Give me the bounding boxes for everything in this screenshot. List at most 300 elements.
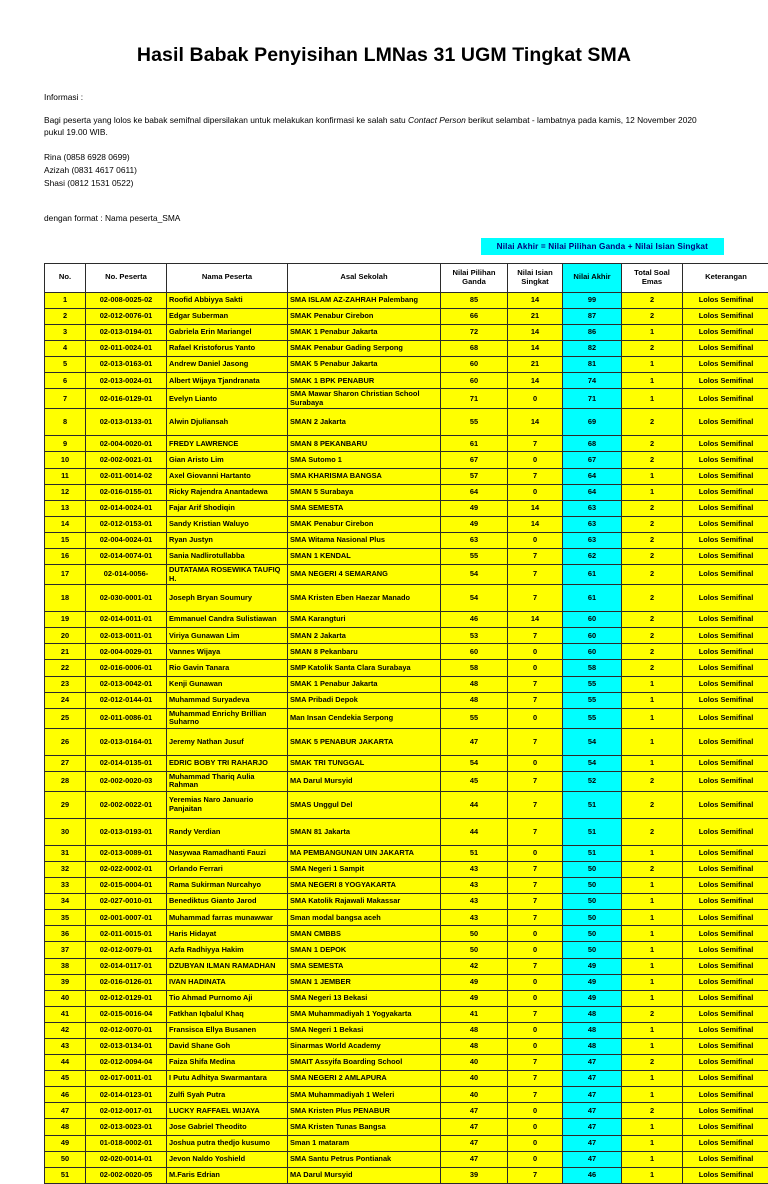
cell-nama-peserta: Muhammad Suryadeva (167, 692, 288, 708)
cell-no: 21 (45, 644, 86, 660)
cell-nilai-pilihan-ganda: 57 (441, 468, 508, 484)
cell-keterangan: Lolos Semifinal (683, 708, 768, 728)
cell-nilai-pilihan-ganda: 49 (441, 500, 508, 516)
cell-keterangan: Lolos Semifinal (683, 532, 768, 548)
cell-nilai-akhir: 48 (563, 1022, 622, 1038)
table-row (45, 878, 768, 894)
table-row (45, 676, 768, 692)
cell-no-peserta: 02-014-0117-01 (86, 958, 167, 974)
cell-keterangan: Lolos Semifinal (683, 357, 768, 373)
table-row (45, 292, 768, 308)
cell-total-soal-emas: 1 (622, 974, 683, 990)
cell-nilai-pilihan-ganda: 55 (441, 409, 508, 436)
cell-nilai-pilihan-ganda: 43 (441, 878, 508, 894)
cell-nama-peserta: Axel Giovanni Hartanto (167, 468, 288, 484)
cell-asal-sekolah: SMA KHARISMA BANGSA (288, 468, 441, 484)
cell-asal-sekolah: SMA Kristen Eben Haezar Manado (288, 585, 441, 612)
cell-no: 28 (45, 771, 86, 791)
cell-no: 13 (45, 500, 86, 516)
cell-no-peserta: 02-013-0024-01 (86, 373, 167, 389)
cell-total-soal-emas: 1 (622, 1167, 683, 1183)
informasi-paragraph (44, 114, 704, 138)
cell-nama-peserta: Roofid Abbiyya Sakti (167, 292, 288, 308)
cell-asal-sekolah: SMA SEMESTA (288, 500, 441, 516)
cell-keterangan: Lolos Semifinal (683, 1103, 768, 1119)
cell-no-peserta: 02-016-0126-01 (86, 974, 167, 990)
cell-nilai-isian-singkat: 14 (508, 324, 563, 340)
cell-asal-sekolah: SMAK 1 Penabur Jakarta (288, 676, 441, 692)
cell-nama-peserta: Fajar Arif Shodiqin (167, 500, 288, 516)
cell-nilai-isian-singkat: 0 (508, 644, 563, 660)
cell-keterangan: Lolos Semifinal (683, 771, 768, 791)
cell-nilai-akhir: 68 (563, 436, 622, 452)
cell-nama-peserta: Albert Wijaya Tjandranata (167, 373, 288, 389)
cell-nilai-pilihan-ganda: 44 (441, 791, 508, 818)
cell-no: 34 (45, 894, 86, 910)
cell-no-peserta: 02-012-0153-01 (86, 516, 167, 532)
cell-nilai-pilihan-ganda: 40 (441, 1087, 508, 1103)
cell-nama-peserta: Sandy Kristian Waluyo (167, 516, 288, 532)
table-row (45, 1087, 768, 1103)
cell-keterangan: Lolos Semifinal (683, 500, 768, 516)
cell-no: 11 (45, 468, 86, 484)
cell-asal-sekolah: SMAN 81 Jakarta (288, 818, 441, 845)
table-row (45, 644, 768, 660)
cell-keterangan: Lolos Semifinal (683, 1055, 768, 1071)
cell-asal-sekolah: Sman 1 mataram (288, 1135, 441, 1151)
cell-asal-sekolah: SMAN 1 KENDAL (288, 549, 441, 565)
cell-nilai-akhir: 74 (563, 373, 622, 389)
table-row (45, 708, 768, 728)
cell-nilai-akhir: 47 (563, 1087, 622, 1103)
table-row (45, 1135, 768, 1151)
cell-asal-sekolah: SMAK TRI TUNGGAL (288, 755, 441, 771)
cell-keterangan: Lolos Semifinal (683, 974, 768, 990)
cell-no-peserta: 02-014-0056- (86, 565, 167, 585)
cell-nilai-isian-singkat: 0 (508, 1135, 563, 1151)
cell-nilai-akhir: 64 (563, 484, 622, 500)
table-row (45, 791, 768, 818)
cell-nama-peserta: Rama Sukirman Nurcahyo (167, 878, 288, 894)
cell-nilai-pilihan-ganda: 60 (441, 373, 508, 389)
cell-nilai-pilihan-ganda: 48 (441, 676, 508, 692)
cell-total-soal-emas: 2 (622, 341, 683, 357)
cell-no-peserta: 02-013-0163-01 (86, 357, 167, 373)
cell-nilai-akhir: 60 (563, 644, 622, 660)
cell-asal-sekolah: SMAK Penabur Gading Serpong (288, 341, 441, 357)
table-row (45, 1119, 768, 1135)
cell-nama-peserta: Rio Gavin Tanara (167, 660, 288, 676)
cell-asal-sekolah: SMA Negeri 1 Bekasi (288, 1022, 441, 1038)
cell-nilai-akhir: 60 (563, 612, 622, 628)
cell-no: 9 (45, 436, 86, 452)
cell-no-peserta: 02-027-0010-01 (86, 894, 167, 910)
cell-no-peserta: 02-015-0004-01 (86, 878, 167, 894)
cell-nama-peserta: FREDY LAWRENCE (167, 436, 288, 452)
cell-total-soal-emas: 2 (622, 791, 683, 818)
cell-nama-peserta: Gabriela Erin Mariangel (167, 324, 288, 340)
cell-nilai-isian-singkat: 7 (508, 878, 563, 894)
cell-nilai-akhir: 47 (563, 1119, 622, 1135)
cell-total-soal-emas: 1 (622, 373, 683, 389)
cell-nilai-akhir: 61 (563, 585, 622, 612)
cell-nama-peserta: Rafael Kristoforus Yanto (167, 341, 288, 357)
cell-no: 22 (45, 660, 86, 676)
cell-total-soal-emas: 2 (622, 500, 683, 516)
cell-nilai-akhir: 81 (563, 357, 622, 373)
cell-nilai-pilihan-ganda: 42 (441, 958, 508, 974)
cell-total-soal-emas: 1 (622, 1087, 683, 1103)
cell-nilai-isian-singkat: 7 (508, 1071, 563, 1087)
cell-total-soal-emas: 1 (622, 389, 683, 409)
cell-nilai-isian-singkat: 21 (508, 357, 563, 373)
table-row (45, 452, 768, 468)
cell-nilai-isian-singkat: 0 (508, 845, 563, 861)
cell-keterangan: Lolos Semifinal (683, 1167, 768, 1183)
cell-nama-peserta: Jevon Naldo Yoshield (167, 1151, 288, 1167)
cell-no-peserta: 02-002-0020-03 (86, 771, 167, 791)
cell-asal-sekolah: SMAK 5 PENABUR JAKARTA (288, 728, 441, 755)
cell-asal-sekolah: SMA Negeri 1 Sampit (288, 861, 441, 877)
cell-nama-peserta: Jose Gabriel Theodito (167, 1119, 288, 1135)
header-asal-sekolah: Asal Sekolah (288, 263, 441, 292)
cell-no: 31 (45, 845, 86, 861)
cell-keterangan: Lolos Semifinal (683, 324, 768, 340)
cell-no: 23 (45, 676, 86, 692)
cell-keterangan: Lolos Semifinal (683, 373, 768, 389)
results-table-body (45, 292, 768, 1183)
cell-total-soal-emas: 2 (622, 549, 683, 565)
table-row (45, 692, 768, 708)
cell-asal-sekolah: SMAK 1 BPK PENABUR (288, 373, 441, 389)
cell-no-peserta: 02-030-0001-01 (86, 585, 167, 612)
cell-nilai-isian-singkat: 14 (508, 373, 563, 389)
cell-no: 16 (45, 549, 86, 565)
cell-total-soal-emas: 2 (622, 644, 683, 660)
cell-asal-sekolah: SMAN 2 Jakarta (288, 628, 441, 644)
cell-asal-sekolah: SMA Negeri 13 Bekasi (288, 990, 441, 1006)
cell-no: 33 (45, 878, 86, 894)
cell-nama-peserta: I Putu Adhitya Swarmantara (167, 1071, 288, 1087)
cell-nilai-akhir: 55 (563, 676, 622, 692)
cell-nilai-isian-singkat: 7 (508, 436, 563, 452)
contact-item: Azizah (0831 4617 0611) (44, 164, 724, 177)
cell-asal-sekolah: SMA NEGERI 4 SEMARANG (288, 565, 441, 585)
cell-asal-sekolah: SMAS Unggul Del (288, 791, 441, 818)
cell-nilai-isian-singkat: 0 (508, 942, 563, 958)
cell-no: 51 (45, 1167, 86, 1183)
cell-keterangan: Lolos Semifinal (683, 585, 768, 612)
table-row (45, 308, 768, 324)
cell-nama-peserta: Joseph Bryan Soumury (167, 585, 288, 612)
table-row (45, 357, 768, 373)
cell-no-peserta: 02-013-0164-01 (86, 728, 167, 755)
cell-total-soal-emas: 1 (622, 990, 683, 1006)
cell-asal-sekolah: SMAN 8 PEKANBARU (288, 436, 441, 452)
cell-nama-peserta: Joshua putra thedjo kusumo (167, 1135, 288, 1151)
cell-asal-sekolah: SMA Witama Nasional Plus (288, 532, 441, 548)
cell-asal-sekolah: MA Darul Mursyid (288, 771, 441, 791)
header-no-peserta: No. Peserta (86, 263, 167, 292)
cell-no-peserta: 02-002-0022-01 (86, 791, 167, 818)
cell-asal-sekolah: SMP Katolik Santa Clara Surabaya (288, 660, 441, 676)
cell-nama-peserta: Alwin Djuliansah (167, 409, 288, 436)
cell-nama-peserta: Orlando Ferrari (167, 861, 288, 877)
cell-nilai-akhir: 82 (563, 341, 622, 357)
cell-total-soal-emas: 2 (622, 532, 683, 548)
cell-nilai-akhir: 47 (563, 1071, 622, 1087)
cell-no-peserta: 02-012-0079-01 (86, 942, 167, 958)
cell-nilai-isian-singkat: 14 (508, 612, 563, 628)
cell-total-soal-emas: 1 (622, 1039, 683, 1055)
table-row (45, 436, 768, 452)
cell-nilai-pilihan-ganda: 48 (441, 1022, 508, 1038)
cell-keterangan: Lolos Semifinal (683, 990, 768, 1006)
cell-asal-sekolah: SMA Kristen Plus PENABUR (288, 1103, 441, 1119)
cell-no: 37 (45, 942, 86, 958)
cell-no: 35 (45, 910, 86, 926)
table-row (45, 926, 768, 942)
cell-nilai-isian-singkat: 7 (508, 628, 563, 644)
cell-no-peserta: 02-017-0011-01 (86, 1071, 167, 1087)
cell-asal-sekolah: SMA Kristen Tunas Bangsa (288, 1119, 441, 1135)
cell-nilai-akhir: 49 (563, 974, 622, 990)
cell-total-soal-emas: 1 (622, 755, 683, 771)
cell-nilai-akhir: 48 (563, 1039, 622, 1055)
cell-keterangan: Lolos Semifinal (683, 958, 768, 974)
cell-nilai-isian-singkat: 14 (508, 516, 563, 532)
cell-no-peserta: 02-013-0133-01 (86, 409, 167, 436)
cell-no: 19 (45, 612, 86, 628)
cell-keterangan: Lolos Semifinal (683, 612, 768, 628)
cell-asal-sekolah: SMA NEGERI 8 YOGYAKARTA (288, 878, 441, 894)
cell-no: 50 (45, 1151, 86, 1167)
cell-nilai-isian-singkat: 0 (508, 484, 563, 500)
page-title: Hasil Babak Penyisihan LMNas 31 UGM Tingkat SMA (44, 0, 724, 67)
cell-nilai-pilihan-ganda: 72 (441, 324, 508, 340)
table-row (45, 990, 768, 1006)
cell-nilai-pilihan-ganda: 43 (441, 861, 508, 877)
cell-no: 12 (45, 484, 86, 500)
cell-asal-sekolah: MA PEMBANGUNAN UIN JAKARTA (288, 845, 441, 861)
cell-nama-peserta: Vannes Wijaya (167, 644, 288, 660)
cell-nilai-akhir: 71 (563, 389, 622, 409)
cell-nilai-isian-singkat: 7 (508, 468, 563, 484)
cell-nilai-akhir: 47 (563, 1151, 622, 1167)
cell-no: 10 (45, 452, 86, 468)
cell-no: 32 (45, 861, 86, 877)
table-row (45, 585, 768, 612)
cell-nilai-pilihan-ganda: 61 (441, 436, 508, 452)
cell-total-soal-emas: 2 (622, 452, 683, 468)
cell-nilai-akhir: 49 (563, 990, 622, 1006)
cell-nilai-pilihan-ganda: 66 (441, 308, 508, 324)
cell-nilai-isian-singkat: 7 (508, 861, 563, 877)
cell-nilai-akhir: 50 (563, 926, 622, 942)
cell-asal-sekolah: SMA NEGERI 2 AMLAPURA (288, 1071, 441, 1087)
cell-total-soal-emas: 2 (622, 660, 683, 676)
cell-nama-peserta: Ryan Justyn (167, 532, 288, 548)
cell-nilai-pilihan-ganda: 85 (441, 292, 508, 308)
cell-nilai-akhir: 63 (563, 532, 622, 548)
cell-keterangan: Lolos Semifinal (683, 791, 768, 818)
contact-item: Rina (0858 6928 0699) (44, 151, 724, 164)
cell-nilai-pilihan-ganda: 63 (441, 532, 508, 548)
cell-asal-sekolah: SMAK Penabur Cirebon (288, 516, 441, 532)
cell-total-soal-emas: 2 (622, 565, 683, 585)
table-row (45, 1055, 768, 1071)
cell-no-peserta: 02-008-0025-02 (86, 292, 167, 308)
table-row (45, 1103, 768, 1119)
cell-no-peserta: 02-013-0134-01 (86, 1039, 167, 1055)
cell-asal-sekolah: SMAN CMBBS (288, 926, 441, 942)
cell-nilai-pilihan-ganda: 44 (441, 818, 508, 845)
cell-nilai-pilihan-ganda: 47 (441, 1103, 508, 1119)
cell-total-soal-emas: 1 (622, 1071, 683, 1087)
cell-asal-sekolah: Man Insan Cendekia Serpong (288, 708, 441, 728)
cell-nilai-akhir: 63 (563, 500, 622, 516)
cell-nama-peserta: Randy Verdian (167, 818, 288, 845)
cell-nilai-pilihan-ganda: 67 (441, 452, 508, 468)
table-row (45, 1022, 768, 1038)
cell-no: 42 (45, 1022, 86, 1038)
cell-no: 44 (45, 1055, 86, 1071)
cell-nilai-pilihan-ganda: 41 (441, 1006, 508, 1022)
cell-asal-sekolah: SMA Santu Petrus Pontianak (288, 1151, 441, 1167)
table-row (45, 660, 768, 676)
cell-nilai-akhir: 64 (563, 468, 622, 484)
cell-nilai-pilihan-ganda: 43 (441, 910, 508, 926)
cell-nilai-akhir: 47 (563, 1055, 622, 1071)
cell-nilai-isian-singkat: 0 (508, 660, 563, 676)
cell-no-peserta: 02-012-0070-01 (86, 1022, 167, 1038)
cell-asal-sekolah: Sman modal bangsa aceh (288, 910, 441, 926)
cell-total-soal-emas: 2 (622, 818, 683, 845)
cell-nilai-pilihan-ganda: 60 (441, 644, 508, 660)
cell-nama-peserta: Sania Nadlirotullabba (167, 549, 288, 565)
cell-no-peserta: 02-011-0015-01 (86, 926, 167, 942)
table-row (45, 728, 768, 755)
table-row (45, 484, 768, 500)
cell-nilai-pilihan-ganda: 47 (441, 1135, 508, 1151)
cell-no: 15 (45, 532, 86, 548)
cell-nama-peserta: DZUBYAN ILMAN RAMADHAN (167, 958, 288, 974)
nilai-akhir-formula-banner: Nilai Akhir = Nilai Pilihan Ganda + Nilai Isian Singkat (481, 238, 724, 255)
cell-nilai-pilihan-ganda: 54 (441, 585, 508, 612)
cell-nilai-isian-singkat: 7 (508, 1087, 563, 1103)
cell-nama-peserta: Edgar Suberman (167, 308, 288, 324)
cell-nilai-isian-singkat: 14 (508, 500, 563, 516)
cell-nilai-akhir: 62 (563, 549, 622, 565)
table-row (45, 771, 768, 791)
cell-asal-sekolah: SMAN 8 Pekanbaru (288, 644, 441, 660)
cell-nilai-pilihan-ganda: 53 (441, 628, 508, 644)
table-row (45, 958, 768, 974)
cell-no: 40 (45, 990, 86, 1006)
header-keterangan: Keterangan (683, 263, 768, 292)
cell-keterangan: Lolos Semifinal (683, 1135, 768, 1151)
cell-nilai-akhir: 63 (563, 516, 622, 532)
cell-total-soal-emas: 1 (622, 468, 683, 484)
cell-no: 7 (45, 389, 86, 409)
cell-nilai-akhir: 99 (563, 292, 622, 308)
cell-keterangan: Lolos Semifinal (683, 516, 768, 532)
cell-asal-sekolah: SMA Pribadi Depok (288, 692, 441, 708)
cell-total-soal-emas: 2 (622, 628, 683, 644)
cell-keterangan: Lolos Semifinal (683, 676, 768, 692)
cell-keterangan: Lolos Semifinal (683, 894, 768, 910)
informasi-paragraph-part2: berikut selambat - lambatnya pada kamis, 12 November 2020 pukul 19.00 WIB. (44, 115, 697, 137)
cell-keterangan: Lolos Semifinal (683, 565, 768, 585)
cell-no-peserta: 02-013-0023-01 (86, 1119, 167, 1135)
cell-nilai-isian-singkat: 7 (508, 818, 563, 845)
cell-keterangan: Lolos Semifinal (683, 409, 768, 436)
cell-keterangan: Lolos Semifinal (683, 845, 768, 861)
cell-nilai-isian-singkat: 7 (508, 692, 563, 708)
cell-nilai-akhir: 50 (563, 894, 622, 910)
cell-keterangan: Lolos Semifinal (683, 926, 768, 942)
table-row (45, 755, 768, 771)
cell-no: 38 (45, 958, 86, 974)
cell-asal-sekolah: SMAN 2 Jakarta (288, 409, 441, 436)
cell-nilai-akhir: 51 (563, 818, 622, 845)
table-row (45, 389, 768, 409)
cell-total-soal-emas: 2 (622, 409, 683, 436)
cell-nilai-isian-singkat: 0 (508, 1151, 563, 1167)
cell-keterangan: Lolos Semifinal (683, 644, 768, 660)
cell-nilai-pilihan-ganda: 55 (441, 549, 508, 565)
cell-no: 30 (45, 818, 86, 845)
cell-nilai-pilihan-ganda: 40 (441, 1055, 508, 1071)
header-nilai-pilihan-ganda: Nilai Pilihan Ganda (441, 263, 508, 292)
cell-nilai-pilihan-ganda: 48 (441, 692, 508, 708)
cell-total-soal-emas: 1 (622, 910, 683, 926)
cell-no-peserta: 02-016-0155-01 (86, 484, 167, 500)
cell-nilai-isian-singkat: 14 (508, 292, 563, 308)
cell-keterangan: Lolos Semifinal (683, 452, 768, 468)
cell-keterangan: Lolos Semifinal (683, 341, 768, 357)
cell-total-soal-emas: 2 (622, 516, 683, 532)
cell-nama-peserta: Yeremias Naro Januario Panjaitan (167, 791, 288, 818)
cell-asal-sekolah: SMA Mawar Sharon Christian School Surabaya (288, 389, 441, 409)
cell-nama-peserta: M.Faris Edrian (167, 1167, 288, 1183)
cell-nilai-isian-singkat: 0 (508, 1022, 563, 1038)
cell-no-peserta: 02-020-0014-01 (86, 1151, 167, 1167)
cell-nama-peserta: Muhammad farras munawwar (167, 910, 288, 926)
cell-nama-peserta: Gian Aristo Lim (167, 452, 288, 468)
cell-nilai-isian-singkat: 7 (508, 585, 563, 612)
cell-nama-peserta: Zulfi Syah Putra (167, 1087, 288, 1103)
cell-nilai-isian-singkat: 0 (508, 926, 563, 942)
cell-asal-sekolah: SMAK 5 Penabur Jakarta (288, 357, 441, 373)
cell-no-peserta: 02-016-0006-01 (86, 660, 167, 676)
cell-nilai-akhir: 51 (563, 791, 622, 818)
cell-no: 4 (45, 341, 86, 357)
cell-no-peserta: 02-011-0024-01 (86, 341, 167, 357)
table-row (45, 468, 768, 484)
cell-asal-sekolah: SMA Muhammadiyah 1 Weleri (288, 1087, 441, 1103)
cell-nilai-isian-singkat: 7 (508, 1167, 563, 1183)
cell-nilai-isian-singkat: 7 (508, 676, 563, 692)
cell-no: 18 (45, 585, 86, 612)
cell-no: 14 (45, 516, 86, 532)
cell-keterangan: Lolos Semifinal (683, 1151, 768, 1167)
table-row (45, 861, 768, 877)
cell-no-peserta: 02-004-0024-01 (86, 532, 167, 548)
cell-nama-peserta: Jeremy Nathan Jusuf (167, 728, 288, 755)
cell-no: 2 (45, 308, 86, 324)
cell-total-soal-emas: 1 (622, 1119, 683, 1135)
